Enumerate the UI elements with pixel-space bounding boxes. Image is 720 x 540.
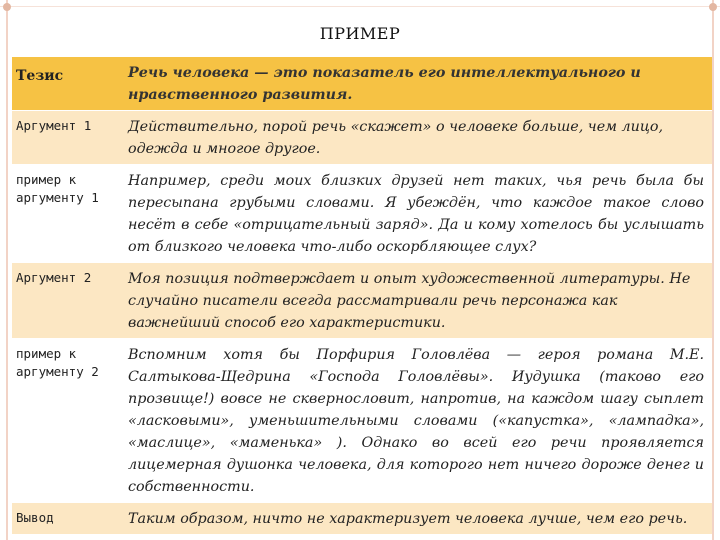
- frame-top-line: [0, 6, 720, 7]
- row-label: Аргумент 2: [12, 263, 122, 339]
- frame-corner-dot-right: [709, 3, 717, 11]
- row-text: Моя позиция подтверждает и опыт художественной литературы. Не случайно писатели всегда рассматривали речь персонажа как важнейший способ его характеристики.: [122, 263, 712, 339]
- row-label: Вывод: [12, 503, 122, 535]
- row-text: Речь человека — это показатель его интеллектуального и нравственного развития.: [122, 57, 712, 111]
- table-row-thesis: [12, 57, 712, 111]
- row-label: пример к аргументу 1: [12, 165, 122, 263]
- table-row-example-1: [12, 165, 712, 263]
- table-row-argument-2: [12, 263, 712, 339]
- frame-left-line: [6, 0, 8, 540]
- frame-corner-dot-left: [3, 3, 11, 11]
- page-title: ПРИМЕР: [319, 24, 401, 43]
- row-label: Аргумент 1: [12, 111, 122, 165]
- frame-right-line: [712, 0, 714, 540]
- row-text: Вспомним хотя бы Порфирия Головлёва — героя романа М.Е. Салтыкова-Щедрина «Господа Головлёвы». Иудушка (таково его прозвище!) вовсе не сквернословит, напротив, на каждом шагу сыплет «ласковыми», уменьшительными словами («капустка», «лампадка», «маслице», «маменька» ). Однако во всей его речи проявляется лицемерная душонка человека, для которого нет ничего дороже денег и собственности.: [122, 339, 712, 503]
- table-row-argument-1: [12, 111, 712, 165]
- row-label: Тезис: [12, 57, 122, 111]
- argument-table: [12, 57, 712, 535]
- row-text: Например, среди моих близких друзей нет таких, чья речь была бы пересыпана грубыми словами. Я убеждён, что каждое такое слово несёт в себе «отрицательный заряд». Да и кому хотелось бы услышать от близкого человека что-либо оскорбляющее слух?: [122, 165, 712, 263]
- table-row-example-2: [12, 339, 712, 503]
- row-label: пример к аргументу 2: [12, 339, 122, 503]
- row-text: Действительно, порой речь «скажет» о человеке больше, чем лицо, одежда и многое другое.: [122, 111, 712, 165]
- row-text: Таким образом, ничто не характеризует человека лучше, чем его речь.: [122, 503, 712, 535]
- table-row-conclusion: [12, 503, 712, 535]
